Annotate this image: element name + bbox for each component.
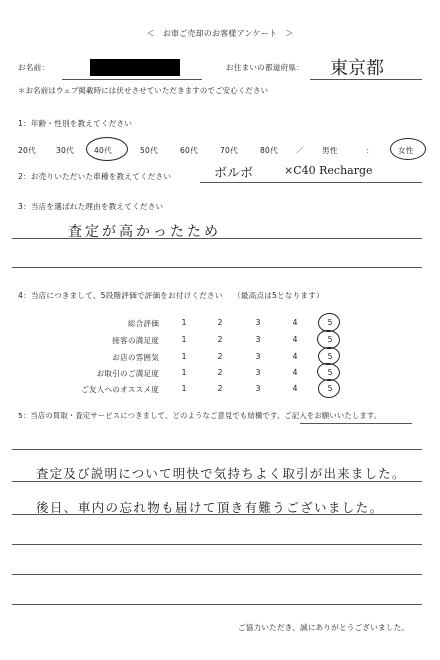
age-30: 30代	[56, 146, 74, 155]
q4-note: （最高点は5となります）	[233, 291, 324, 300]
q5-answer-line-2: 後日、車内の忘れ物も届けて頂き有難うございました。	[36, 500, 384, 515]
score-5: 5	[327, 384, 333, 393]
age-40-circle	[86, 137, 128, 161]
score-3: 3	[255, 318, 261, 327]
score-1: 1	[181, 384, 187, 393]
q5-label: 5：当店の買取・査定サービスにつきまして、どのようなご意見でも結構です、ご記入をお願いいたします。	[18, 411, 382, 420]
q3-line-1	[12, 238, 422, 239]
score-4: 4	[292, 318, 298, 327]
q4-row-label: お店の雰囲気	[112, 353, 159, 362]
age-80: 80代	[260, 146, 278, 155]
score-2: 2	[217, 368, 223, 377]
age-50: 50代	[140, 146, 158, 155]
score-1: 1	[181, 368, 187, 377]
form-title: ＜ お車ご売却のお客様アンケート ＞	[146, 29, 294, 38]
score-2: 2	[217, 352, 223, 361]
gender-separator: ：	[366, 146, 374, 155]
q5-line-4	[12, 544, 422, 545]
q4-row-label: お取引のご満足度	[96, 369, 159, 378]
score-4: 4	[292, 384, 298, 393]
score-3: 3	[255, 335, 261, 344]
score-5: 5	[327, 352, 333, 361]
q2-label: 2：お売りいただいた車種を教えてください	[18, 172, 172, 181]
score-3: 3	[255, 368, 261, 377]
q1-label: 1：年齢・性別を教えてください	[18, 119, 133, 128]
gender-male: 男性	[322, 146, 338, 155]
q2-answer-model: ×C40 Recharge	[284, 164, 373, 177]
q3-label: 3：当店を選ばれた理由を教えてください	[18, 202, 164, 211]
score-4: 4	[292, 335, 298, 344]
q2-answer-maker: ボルボ	[214, 166, 254, 181]
score-1: 1	[181, 318, 187, 327]
score-3: 3	[255, 384, 261, 393]
q5-line-6	[12, 604, 422, 605]
selected-5-circle	[317, 378, 340, 398]
score-5: 5	[327, 368, 333, 377]
score-5: 5	[327, 318, 333, 327]
q5-line-1	[12, 449, 422, 450]
prefecture-value: 東京都	[330, 58, 384, 79]
score-5: 5	[327, 335, 333, 344]
q5-line-5	[12, 574, 422, 575]
q2-underline	[200, 182, 422, 183]
redacted-name	[90, 59, 180, 76]
q4-row-label: ご友人へのオススメ度	[81, 385, 159, 394]
q4-label: 4：当店につきまして、5段階評価で評価をお付けください	[18, 291, 223, 300]
age-60: 60代	[180, 146, 198, 155]
score-2: 2	[217, 335, 223, 344]
q5-label-underline	[300, 423, 412, 424]
q5-line-3	[12, 514, 422, 515]
q3-answer: 査定が高かったため	[68, 224, 221, 240]
age-20: 20代	[18, 146, 36, 155]
gender-female-circle	[390, 138, 426, 160]
name-underline	[62, 79, 202, 80]
prefecture-underline	[310, 79, 422, 80]
privacy-note: ＊お名前はウェブ掲載時には伏せさせていただきますのでご安心ください	[18, 86, 269, 95]
footer-thanks: ご協力いただき、誠にありがとうございました。	[238, 623, 410, 632]
q4-row-label: 総合評価	[127, 319, 159, 328]
score-3: 3	[255, 352, 261, 361]
q5-line-2	[12, 481, 422, 482]
gender-female: 女性	[398, 146, 414, 155]
prefecture-label: お住まいの都道府県：	[226, 63, 304, 72]
q4-row-label: 接客の満足度	[112, 336, 159, 345]
score-1: 1	[181, 335, 187, 344]
age-40: 40代	[94, 146, 112, 155]
q3-line-2	[12, 267, 422, 268]
age-70: 70代	[220, 146, 238, 155]
sep-slash: ／	[296, 146, 304, 155]
score-4: 4	[292, 368, 298, 377]
name-label: お名前：	[18, 63, 50, 72]
score-2: 2	[217, 384, 223, 393]
score-4: 4	[292, 352, 298, 361]
score-1: 1	[181, 352, 187, 361]
q5-answer-line-1: 査定及び説明について明快で気持ちよく取引が出来ました。	[36, 466, 406, 481]
score-2: 2	[217, 318, 223, 327]
